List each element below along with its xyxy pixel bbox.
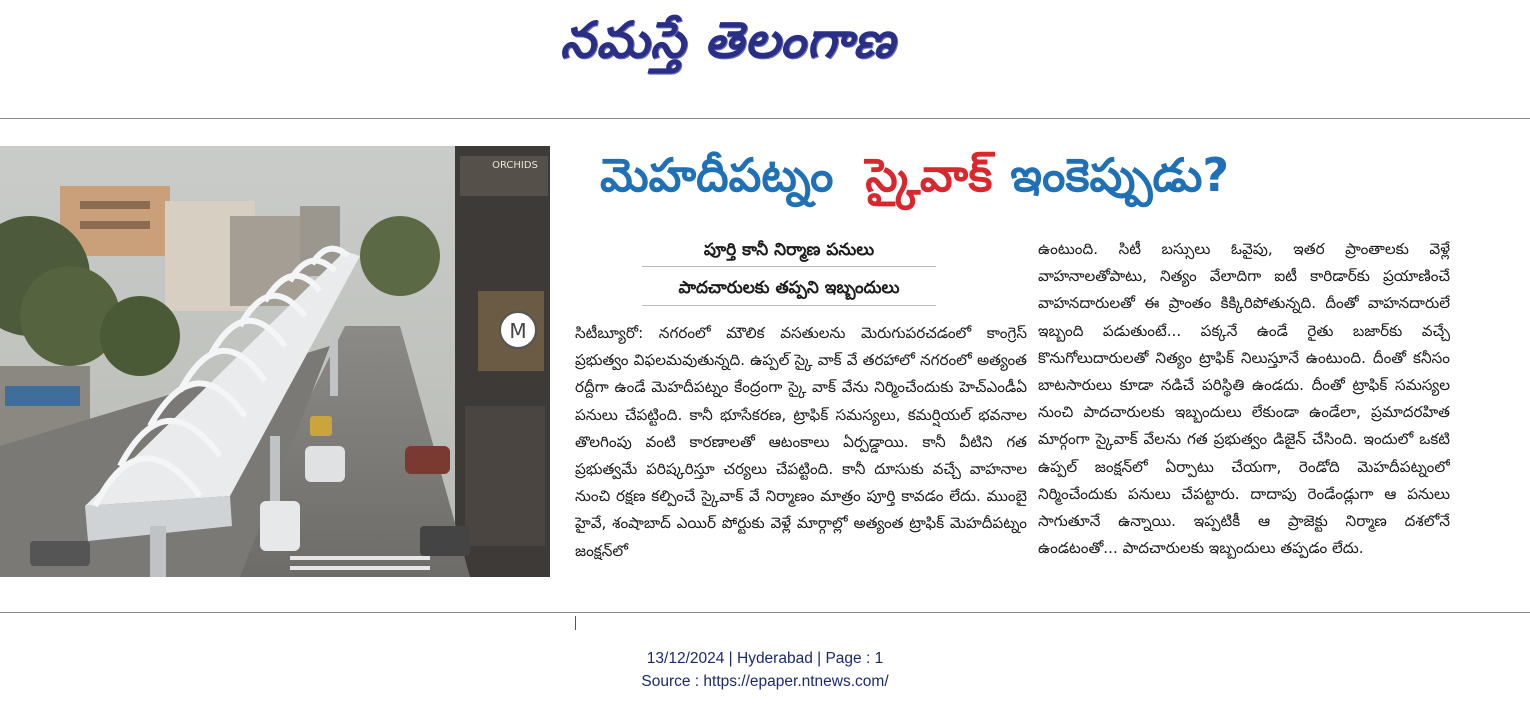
masthead xyxy=(560,4,970,76)
column-tick-mark xyxy=(575,616,576,630)
footer-source-line: Source : https://epaper.ntnews.com/ xyxy=(641,673,889,690)
headline-part-3: ఇంకెప్పుడు? xyxy=(1010,148,1230,202)
mall-sign: M xyxy=(509,319,527,343)
masthead-title: నమస్తే తెలంగాణ xyxy=(560,11,896,69)
article-photo xyxy=(0,146,550,577)
bottom-divider xyxy=(0,612,1530,613)
article-column-1 xyxy=(575,320,1027,600)
subheading-divider-2 xyxy=(642,305,936,306)
subheading-divider-1 xyxy=(642,266,936,267)
article-headline xyxy=(600,140,1460,210)
article-column-2 xyxy=(1038,236,1450,600)
headline-part-2: స్కైవాక్ xyxy=(865,148,993,202)
subheading-2: పాదచారులకు తప్పని ఇబ్బందులు xyxy=(678,278,900,298)
article-body-2: ఉంటుంది. సిటీ బస్సులు ఓవైపు, ఇతర ప్రాంతాలకు వెళ్లే వాహనాలతోపాటు, నిత్యం వేలాదిగా ఐటీ కారిడార్‌కు ప్రయాణించే వాహనదారులతో ఈ ప్రాంతం కిక్కిరిపోతున్నది. దీంతో వాహనదారులే ఇబ్బంది పడుతుంటే... పక్కనే ఉండే రైతు బజార్‌కు వచ్చే కొనుగోలుదారులతో నిత్యం ట్రాఫిక్ నిలుస్తూనే ఉంటుంది. దీంతో కనీసం బాటసారులు కూడా నడిచే పరిస్థితి ఉండదు. దీంతో ట్రాఫిక్ సమస్యల నుంచి పాదచారులకు ఇబ్బందులు లేకుండా ఉండేలా, ప్రమాదరహిత మార్గంగా స్కైవాక్ వేలను గత ప్రభుత్వం డిజైన్ చేసింది. ఇందులో ఒకటి ఉప్పల్ జంక్షన్‌లో ఏర్పాటు చేయగా, రెండోది మెహదీపట్నంలో నిర్మించేందుకు పనులు చేపట్టారు. దాదాపు రెండేండ్లుగా ఆ పనులు సాగుతూనే ఉన్నాయి. ఇప్పటికీ ఆ ప్రాజెక్టు నిర్మాణ దశలోనే ఉండటంతో... పాదచారులకు ఇబ్బందులు తప్పడం లేదు. xyxy=(1038,240,1450,558)
subheading-1: పూర్తి కానీ నిర్మాణ పనులు xyxy=(703,240,875,260)
orchids-sign: ORCHIDS xyxy=(492,160,538,171)
article-body-1: సిటీబ్యూరో: నగరంలో మౌలిక వసతులను మెరుగుపరచడంలో కాంగ్రెస్ ప్రభుత్వం విఫలమవుతున్నది. ఉప్పల్ స్కై వాక్ వే తరహాలో నగరంలో అత్యంత రద్దీగా ఉండే మెహదీపట్నం కేంద్రంగా స్కై వాక్ వేను నిర్మించేందుకు హెచ్ఎండీఏ పనులు చేపట్టింది. కానీ భూసేకరణ, ట్రాఫిక్ సమస్యలు, కమర్షియల్ భవనాల తొలగింపు వంటి కారణాలతో ఆటంకాలు ఏర్పడ్డాయి. కానీ వీటిని గత ప్రభుత్వమే పరిష్కరిస్తూ చర్యలు చేపట్టింది. కానీ దూసుకు వచ్చే వాహనాల నుంచి రక్షణ కల్పించే స్కైవాక్ వే నిర్మాణం మాత్రం పూర్తి కావడం లేదు. ముంబై హైవే, శంషాబాద్ ఎయిర్ పోర్టుకు వెళ్లే మార్గాల్లో అత్యంత ట్రాఫిక్ మెహదీపట్నం జంక్షన్‌లో xyxy=(575,324,1027,560)
headline-part-1: మెహదీపట్నం xyxy=(600,148,834,202)
top-divider xyxy=(0,118,1530,119)
footer-date-line: 13/12/2024 | Hyderabad | Page : 1 xyxy=(646,650,884,667)
